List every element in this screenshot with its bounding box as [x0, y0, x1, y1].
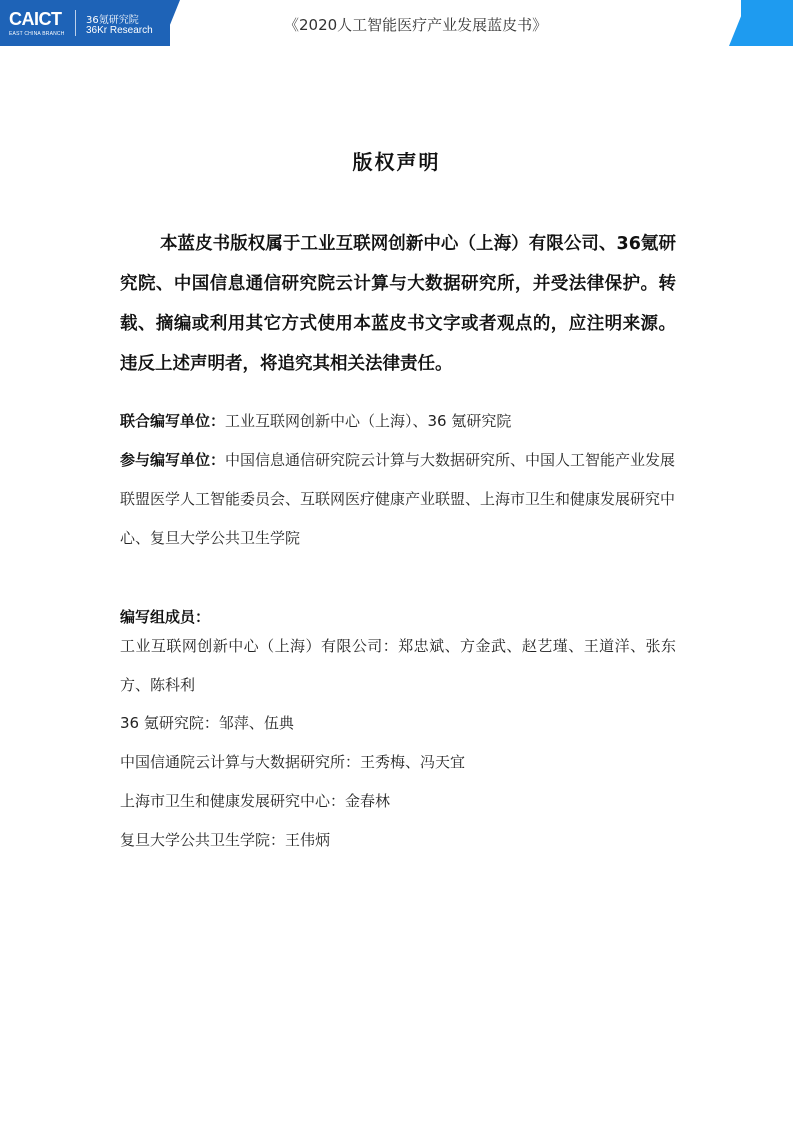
copyright-statement: 本蓝皮书版权属于工业互联网创新中心（上海）有限公司、36氪研究院、中国信息通信研究院云计算与大数据研究所，并受法律保护。转载、摘编或利用其它方式使用本蓝皮书文字或者观点的，应注明来源。违反上述声明者，将追究其相关法律责任。: [120, 234, 676, 374]
team-member-entry: 工业互联网创新中心（上海）有限公司：郑忠斌、方金武、赵艺瑾、王道洋、张东方、陈科利: [120, 637, 676, 694]
partner-logo-en: 36Kr Research: [86, 25, 153, 36]
header-accent-band: [741, 0, 793, 46]
page-title: 版权声明: [352, 150, 441, 174]
participating-authors-label: 参与编写单位：: [120, 451, 226, 469]
caict-logo: CAICT: [9, 9, 62, 29]
joint-authors-value: 工业互联网创新中心（上海）、36 氪研究院: [225, 412, 512, 430]
team-heading: 编写组成员：: [120, 608, 211, 626]
team-member-entry: 上海市卫生和健康发展研究中心：金春林: [120, 792, 391, 810]
joint-authors: [120, 402, 676, 441]
joint-authors-label: 联合编写单位：: [120, 412, 226, 430]
team-member-entry: 36 氪研究院：邹萍、伍典: [120, 714, 294, 732]
team-member-entry: 中国信通院云计算与大数据研究所：王秀梅、冯天宜: [120, 753, 466, 771]
participating-authors: [120, 441, 676, 558]
participating-authors-value: 中国信息通信研究院云计算与大数据研究所、中国人工智能产业发展联盟医学人工智能委员会、互联网医疗健康产业联盟、上海市卫生和健康发展研究中心、复旦大学公共卫生学院: [120, 451, 676, 547]
page-header: [0, 0, 793, 48]
team-member-entry: 复旦大学公共卫生学院：王伟炳: [120, 831, 331, 849]
partner-logo-cn: 36氪研究院: [86, 15, 139, 26]
caict-logo-subtitle: EAST CHINA BRANCH: [9, 31, 65, 37]
report-title: 《2020人工智能医疗产业发展蓝皮书》: [284, 16, 548, 34]
logo-divider: [75, 10, 76, 36]
